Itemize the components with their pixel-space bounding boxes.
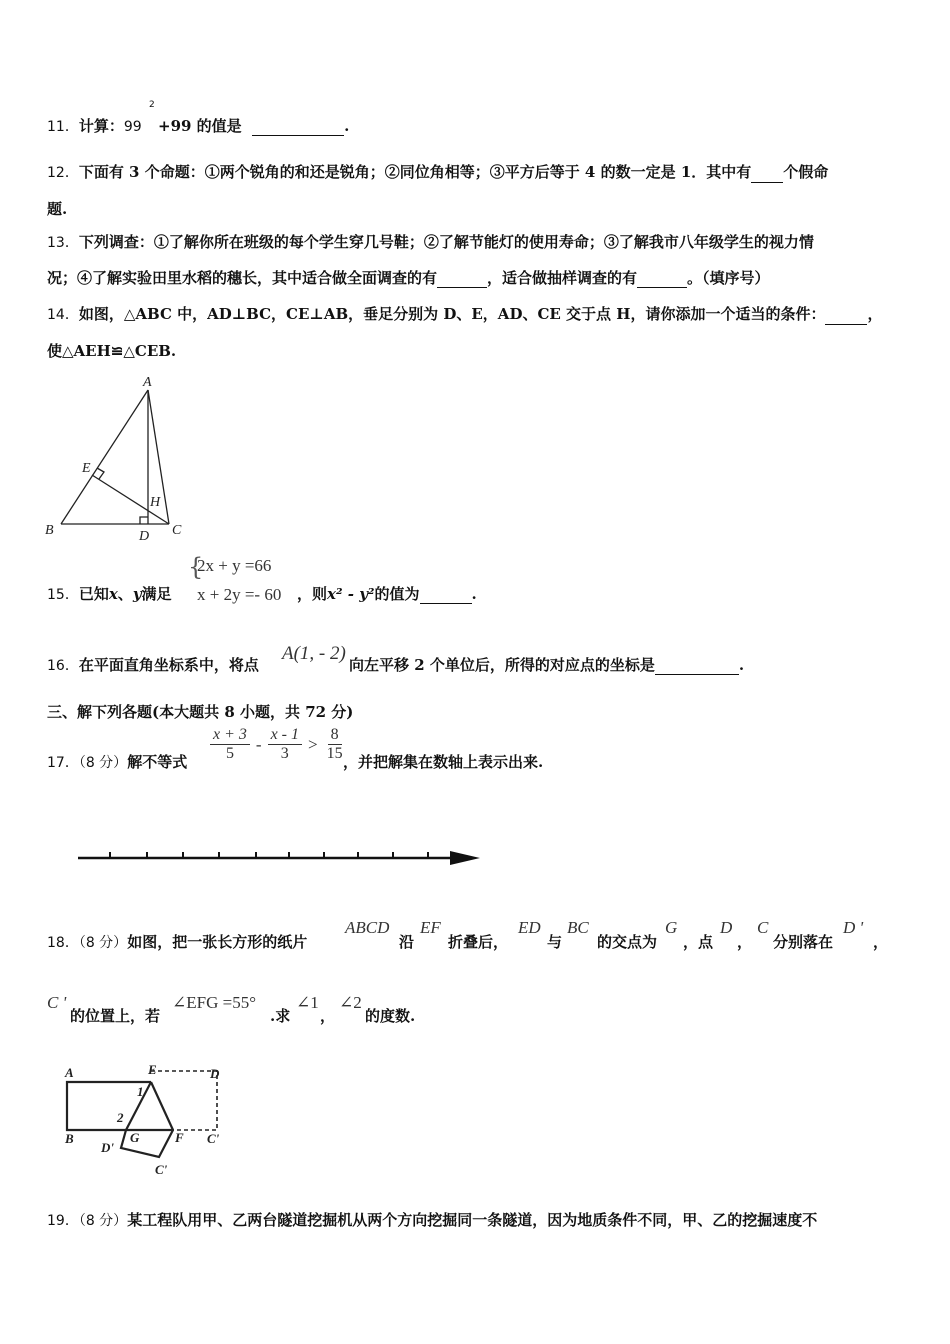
question-12: 12．下面有 3 个命题：①两个锐角的和还是锐角；②同位角相等；③平方后等于 4 的数一定是 1．其中有 个假命 [47,163,829,181]
label-c: C [172,523,182,538]
text-degrees: 的度数. [365,1007,416,1025]
side-ab [61,390,148,524]
question-16: 16．在平面直角坐标系中，将点 [47,656,259,674]
text-position: 的位置上，若 [70,1007,161,1025]
folded-flap [121,1130,173,1157]
label-g: G [665,918,678,937]
point-a: A(1, - 2) [282,643,346,664]
right-angle-e [97,468,104,479]
label-bc: BC [567,918,589,937]
question-15-tail: ，则x² - y²的值为 . [297,585,477,603]
question-11: 11．计算：99 [47,117,142,135]
question-16-tail: 向左平移 2 个单位后，所得的对应点的坐标是 . [349,656,745,674]
fraction-2: $\frac{x - 1}{3}$ [268,726,302,763]
label-b: B [45,523,54,538]
question-14-line2: 使△AEH≌△CEB. [47,342,177,360]
fold-line-ef [151,1082,173,1130]
answer-blank[interactable] [637,271,687,288]
triangle-figure [40,372,200,547]
label-ed: ED [518,918,541,937]
answer-blank[interactable] [420,587,472,604]
question-17: 17．（8 分）解不等式 [47,753,188,771]
original-position [151,1071,217,1130]
label-h: H [150,495,161,510]
text-intersection: 的交点为 [597,933,658,951]
question-13-line2: 况；④了解实验田里水稻的穗长，其中适合做全面调查的有 ，适合做抽样调查的有 。（填序号） [47,269,770,287]
label-2: 2 [117,1110,124,1125]
answer-blank[interactable] [825,308,867,325]
question-15: 15．已知x、y满足 [47,585,172,603]
answer-blank[interactable] [655,658,739,675]
text-comma: ， [320,1007,336,1025]
question-18: 18．（8 分）如图，把一张长方形的纸片 [47,933,308,951]
text-along: 沿 [399,933,415,951]
label-a: A [143,375,152,390]
equation-1: 2x + y =66 [197,556,272,575]
inequality: $\frac{x + 3}{5}$ - $\frac{x - 1}{3}$ > $\frac{8}{15}$ [210,726,346,763]
angle-1: ∠1 [296,993,319,1012]
question-19: 19．（8 分）某工程队用甲、乙两台隧道挖掘机从两个方向挖掘同一条隧道，因为地质条件不同，甲、乙的挖掘速度不 [47,1211,818,1229]
angle-efg: ∠EFG =55° [172,993,256,1012]
text-comma: ， [873,933,889,951]
question-11-tail: +99 的值是 . [158,117,350,135]
label-e: E [82,461,91,476]
question-17-tail: ，并把解集在数轴上表示出来. [343,753,544,771]
answer-blank[interactable] [751,166,783,183]
label-d-prime: D ' [843,918,864,937]
answer-blank[interactable] [252,119,344,136]
question-12-line2: 题. [47,200,68,218]
text-folded: 折叠后， [448,933,509,951]
angle-2: ∠2 [339,993,362,1012]
label-g: G [130,1130,140,1145]
label-d: D [210,1066,220,1081]
text-point: ，点 [683,933,714,951]
exponent: 2 [149,100,155,110]
number-line-arrow [450,851,480,865]
fraction-1: $\frac{x + 3}{5}$ [210,726,250,763]
label-a: A [65,1065,74,1080]
section-title: 三、解下列各题(本大题共 8 小题，共 72 分) [47,703,354,721]
fraction-3: $\frac{8}{15}$ [326,726,343,762]
question-14: 14．如图，△ABC 中，AD⊥BC，CE⊥AB，垂足分别为 D、E，AD、CE 交于点 H，请你添加一个适当的条件： ， [47,305,883,323]
label-c: C [757,918,769,937]
label-d: D [720,918,733,937]
text-comma: ， [737,933,753,951]
brace: { [188,553,204,581]
text-find: .求 [270,1007,291,1025]
folded-rectangle-figure [55,1060,240,1185]
text-and: 与 [547,933,563,951]
answer-blank[interactable] [437,271,487,288]
equation-2: x + 2y =- 60 [197,585,282,604]
label-c: C' [207,1131,220,1146]
label-c-prime: C ' [47,993,67,1012]
right-angle-d [140,517,148,524]
label-ef: EF [420,918,441,937]
label-c-prime: C' [155,1162,168,1177]
label-d-prime: D' [101,1140,114,1155]
number-line [70,840,490,890]
label-e: E [148,1062,157,1077]
label-f: F [175,1130,184,1145]
label-1: 1 [137,1084,144,1099]
label-abcd: ABCD [345,918,390,937]
label-d: D [139,529,150,544]
text-fall-on: 分别落在 [773,933,834,951]
question-13: 13．下列调查：①了解你所在班级的每个学生穿几号鞋；②了解节能灯的使用寿命；③了解我市八年级学生的视力情 [47,233,814,251]
label-b: B [65,1131,74,1146]
